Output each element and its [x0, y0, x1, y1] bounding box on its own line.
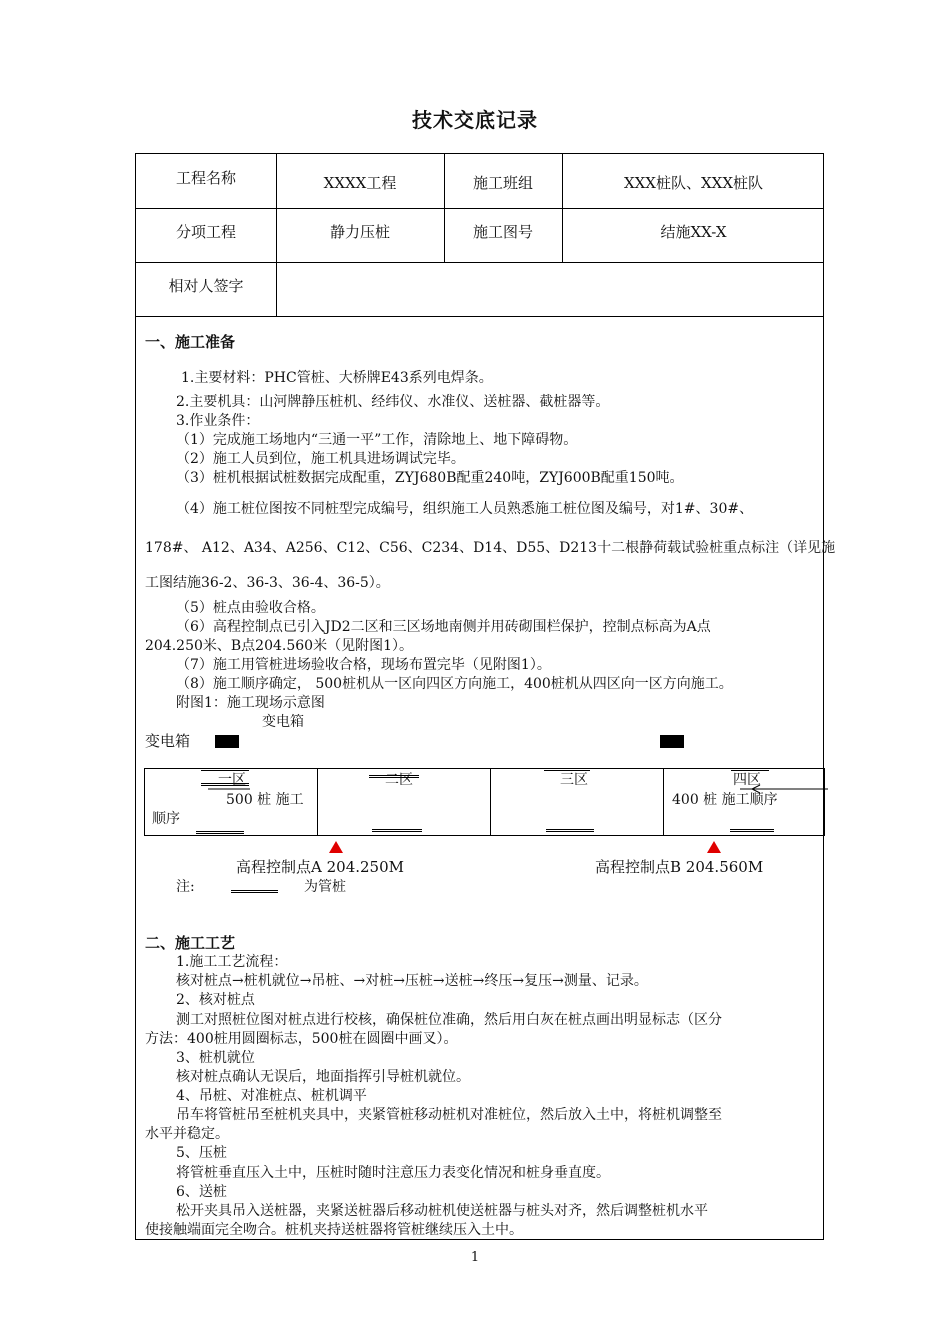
value-sub-project: 静力压桩 — [329, 223, 390, 241]
paragraph: 方法：400桩用圆圈标志，500桩在圆圈中画叉）。 — [145, 1031, 458, 1047]
label-drawing-no: 施工图号 — [472, 223, 533, 241]
paragraph: 核对桩点确认无误后，地面指挥引导桩机就位。 — [176, 1069, 470, 1085]
zone-label: 二区 — [385, 772, 413, 788]
value-team: XXX桩队、XXX桩队 — [623, 174, 764, 192]
paragraph: 将管桩垂直压入土中，压桩时随时注意压力表变化情况和桩身垂直度。 — [176, 1165, 610, 1181]
paragraph: 1.施工工艺流程： — [176, 954, 288, 970]
paragraph: 6、送桩 — [176, 1184, 227, 1200]
paragraph: 2、核对桩点 — [176, 992, 255, 1008]
zone4-direction-text: 400 桩 施工顺序 — [672, 792, 778, 808]
value-drawing-no: 结施XX-X — [660, 223, 727, 241]
label-project-name: 工程名称 — [175, 169, 236, 187]
paragraph: （7）施工用管桩进场验收合格，现场布置完毕（见附图1）。 — [176, 657, 551, 673]
paragraph: （6）高程控制点已引入JD2二区和三区场地南侧并用砖砌围栏保护，控制点标高为A点 — [176, 619, 711, 635]
paragraph: 吊车将管桩吊至桩机夹具中，夹紧管桩移动桩机对准桩位，然后放入土中，将桩机调整至 — [176, 1107, 722, 1123]
control-point-a-marker — [329, 841, 343, 853]
control-point-b-label: 高程控制点B 204.560M — [595, 858, 764, 876]
control-point-b-marker — [707, 841, 721, 853]
figure-caption: 附图1：施工现场示意图 — [176, 695, 325, 711]
paragraph: 2.主要机具：山河牌静压桩机、经纬仪、水准仪、送桩器、截桩器等。 — [176, 394, 610, 410]
zone-label: 四区 — [733, 772, 761, 788]
paragraph: 5、压桩 — [176, 1145, 227, 1161]
label-signature: 相对人签字 — [168, 277, 244, 295]
paragraph: 核对桩点→桩机就位→吊桩、→对桩→压桩→送桩→终压→复压→测量、记录。 — [176, 973, 648, 989]
legend-note: 注: — [176, 879, 195, 895]
paragraph: （5）桩点由验收合格。 — [176, 600, 325, 616]
paragraph: 3.作业条件： — [176, 413, 260, 429]
section-heading: 二、施工工艺 — [145, 934, 236, 952]
paragraph: 使接触端面完全吻合。桩机夹持送桩器将管桩继续压入土中。 — [145, 1222, 523, 1238]
paragraph: 4、吊桩、对准桩点、桩机调平 — [176, 1088, 367, 1104]
value-project-name: XXXX工程 — [323, 174, 397, 192]
document-title: 技术交底记录 — [412, 108, 538, 132]
paragraph: （3）桩机根据试桩数据完成配重，ZYJ680B配重240吨，ZYJ600B配重150吨。 — [176, 470, 684, 486]
label-team: 施工班组 — [472, 174, 533, 192]
label-sub-project: 分项工程 — [175, 223, 236, 241]
page-number: 1 — [470, 1250, 480, 1265]
zone1-direction-text: 顺序 — [152, 811, 180, 827]
legend-note: 为管桩 — [304, 879, 346, 895]
paragraph: 工图结施36-2、36-3、36-4、36-5）。 — [145, 575, 390, 591]
section-heading: 一、施工准备 — [145, 333, 236, 351]
paragraph: 178#、 A12、A34、A256、C12、C56、C234、D14、D55、D213十二根静荷载试验桩重点标注（详见施 — [145, 540, 836, 556]
legend-pile-mark — [231, 890, 278, 893]
zone-label: 三区 — [560, 772, 588, 788]
paragraph: （4）施工桩位图按不同桩型完成编号，组织施工人员熟悉施工桩位图及编号，对1#、30#、 — [176, 501, 754, 517]
substation-label: 变电箱 — [145, 732, 191, 750]
paragraph: （2）施工人员到位，施工机具进场调试完毕。 — [176, 451, 465, 467]
paragraph: （1）完成施工场地内“三通一平”工作，清除地上、地下障碍物。 — [176, 432, 578, 448]
paragraph: 1.主要材料：PHC管桩、大桥牌E43系列电焊条。 — [181, 370, 493, 386]
paragraph: 测工对照桩位图对桩点进行校核，确保桩位准确，然后用白灰在桩点画出明显标志（区分 — [176, 1012, 722, 1028]
substation-label: 变电箱 — [262, 714, 304, 730]
zone1-direction-text: 500 桩 施工 — [226, 792, 304, 808]
zone-label: 一区 — [218, 772, 246, 788]
paragraph: 水平并稳定。 — [145, 1126, 229, 1142]
control-point-a-label: 高程控制点A 204.250M — [236, 858, 404, 876]
paragraph: 204.250米、B点204.560米（见附图1）。 — [145, 638, 413, 654]
paragraph: 松开夹具吊入送桩器，夹紧送桩器后移动桩机使送桩器与桩头对齐，然后调整桩机水平 — [176, 1203, 708, 1219]
paragraph: （8）施工顺序确定， 500桩机从一区向四区方向施工，400桩机从四区向一区方向施工。 — [176, 676, 733, 692]
paragraph: 3、桩机就位 — [176, 1050, 255, 1066]
